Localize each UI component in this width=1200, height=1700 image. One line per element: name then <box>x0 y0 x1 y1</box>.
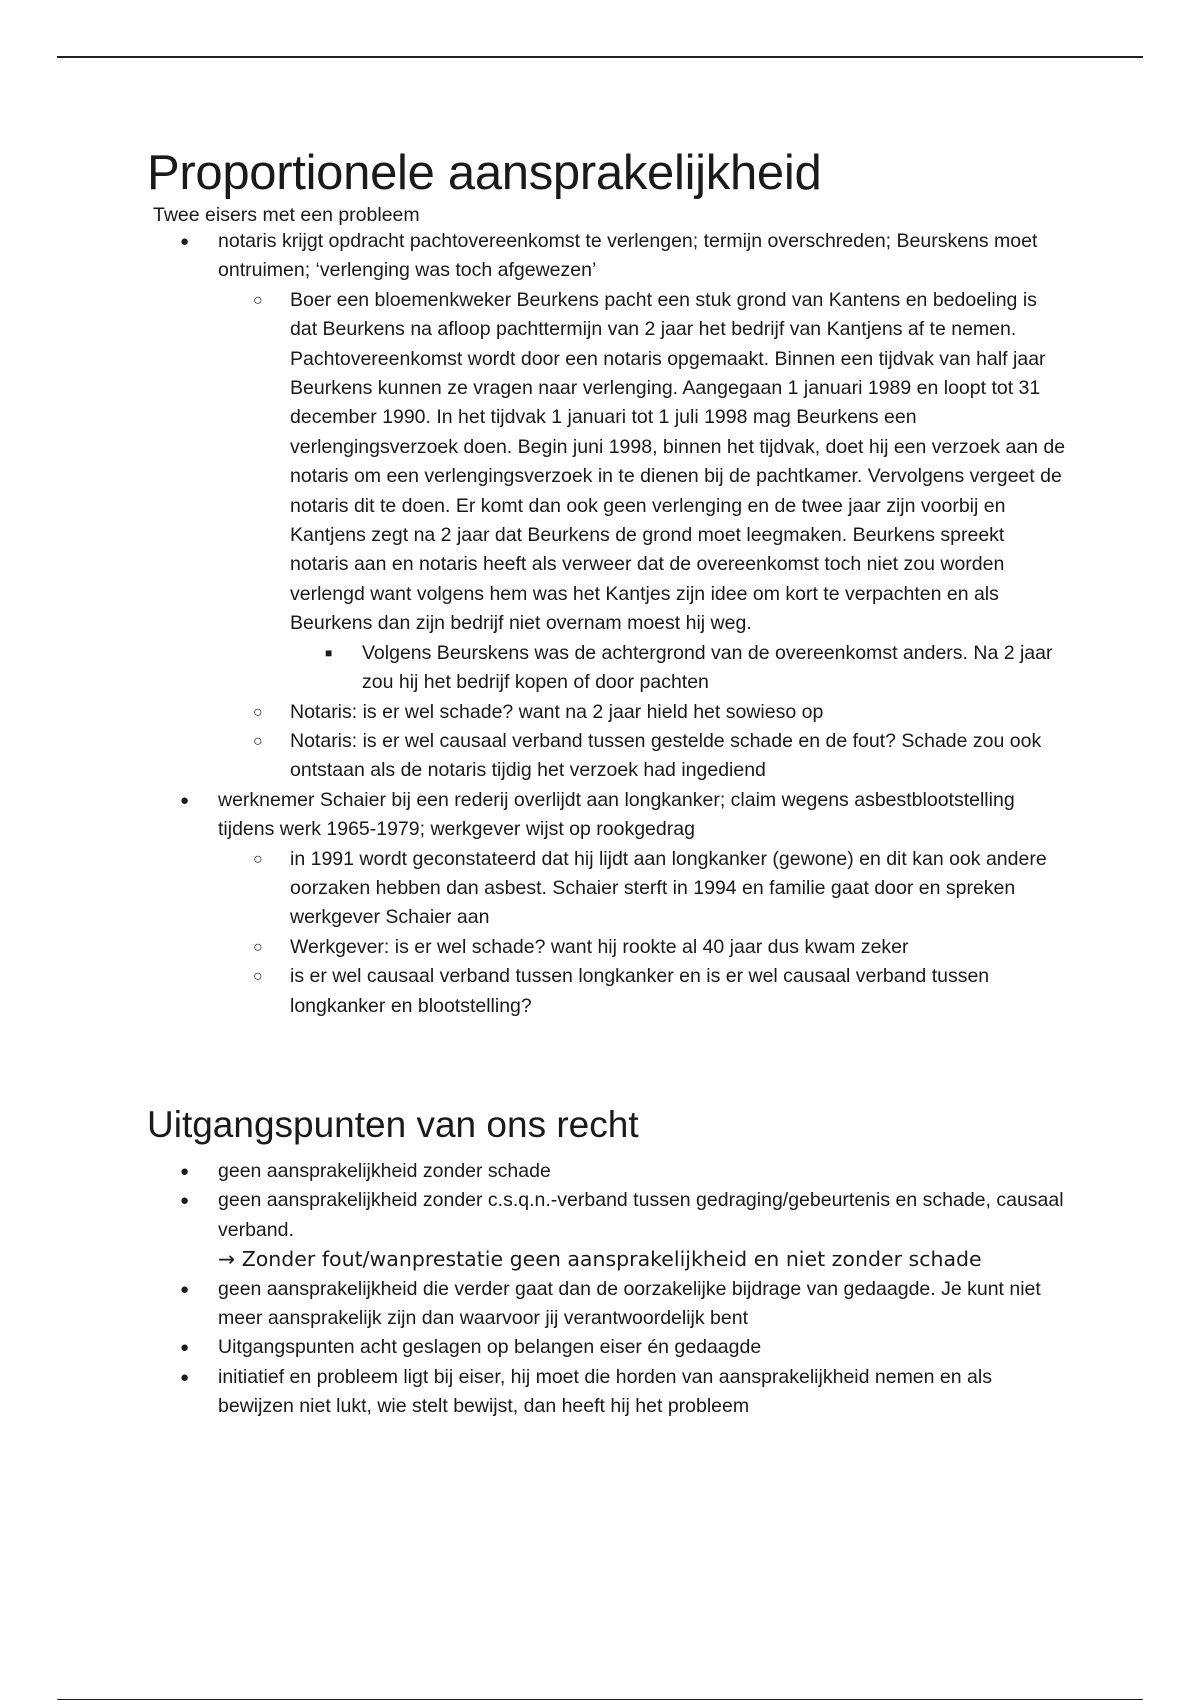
sub-list <box>218 286 1067 786</box>
bullet-square-icon: ■ <box>325 645 333 660</box>
list-item-text: geen aansprakelijkheid zonder schade <box>218 1159 551 1182</box>
section1-title: Proportionele aansprakelijkheid <box>147 146 822 200</box>
bullet-circle-icon: ○ <box>253 938 263 956</box>
list-item <box>147 227 1067 786</box>
bullet-circle-icon: ○ <box>253 968 263 986</box>
list-item <box>147 1275 1067 1334</box>
document-body <box>147 143 1067 1422</box>
list-item-text: notaris krijgt opdracht pachtovereenkomst te verlengen; termijn overschreden; Beurskens moet ontruimen; ‘verlenging was toch afgewezen’ <box>218 230 1038 282</box>
bullet-circle-icon: ○ <box>253 703 263 721</box>
list-item-text: Notaris: is er wel schade? want na 2 jaar hield het sowieso op <box>290 700 824 723</box>
list-item <box>218 962 1067 1021</box>
list-item-text: geen aansprakelijkheid die verder gaat dan de oorzakelijke bijdrage van gedaagde. Je kunt niet meer aansprakelijk zijn dan waarvoor jij verantwoordelijk bent <box>218 1277 1041 1329</box>
list-item <box>147 786 1067 1021</box>
bullet-disc-icon: ● <box>180 1368 190 1386</box>
list-item-text: Werkgever: is er wel schade? want hij rookte al 40 jaar dus kwam zeker <box>290 935 909 958</box>
list-item-text: Uitgangspunten acht geslagen op belangen eiser én gedaagde <box>218 1336 762 1359</box>
arrow-note: → Zonder fout/wanprestatie geen aansprakelijkheid en niet zonder schade <box>218 1247 982 1272</box>
bullet-disc-icon: ● <box>180 1162 190 1180</box>
list-item-text: geen aansprakelijkheid zonder c.s.q.n.-verband tussen gedraging/gebeurtenis en schade, causaal verband. <box>218 1189 1064 1241</box>
list-item-text: in 1991 wordt geconstateerd dat hij lijdt aan longkanker (gewone) en dit kan ook andere oorzaken hebben dan asbest. Schaier sterft in 1994 en familie gaat door en spreken werkgever Schaier aan <box>290 847 1047 929</box>
bullet-disc-icon: ● <box>180 791 190 809</box>
bullet-circle-icon: ○ <box>253 291 263 309</box>
list-item-text: werknemer Schaier bij een rederij overlijdt aan longkanker; claim wegens asbestblootstelling tijdens werk 1965-1979; werkgever wijst op rookgedrag <box>218 788 1015 841</box>
section2-title: Uitgangspunten van ons recht <box>147 1103 639 1145</box>
bullet-circle-icon: ○ <box>253 850 263 868</box>
list-item <box>218 845 1067 933</box>
sub-list <box>218 845 1067 1021</box>
list-item <box>218 727 1067 786</box>
list-item <box>218 933 1067 962</box>
list-item <box>147 1157 1067 1186</box>
section1-list <box>147 227 1067 1021</box>
list-item <box>218 698 1067 727</box>
bullet-circle-icon: ○ <box>253 732 263 750</box>
list-item <box>147 1333 1067 1362</box>
top-rule <box>57 56 1143 58</box>
list-item-text: Notaris: is er wel causaal verband tussen gestelde schade en de fout? Schade zou ook ontstaan als de notaris tijdig het verzoek had ingediend <box>290 729 1042 782</box>
list-item <box>147 1186 1067 1274</box>
sub-sub-list <box>290 639 1067 698</box>
list-item <box>290 639 1067 698</box>
list-item-text: initiatief en probleem ligt bij eiser, hij moet die horden van aansprakelijkheid nemen en als bewijzen niet lukt, wie stelt bewijst, dan heeft hij het probleem <box>218 1365 992 1418</box>
list-item-text: is er wel causaal verband tussen longkanker en is er wel causaal verband tussen longkanker en blootstelling? <box>290 965 990 1017</box>
bullet-disc-icon: ● <box>180 1192 190 1210</box>
list-item <box>218 286 1067 698</box>
list-item-text: Volgens Beurskens was de achtergrond van de overeenkomst anders. Na 2 jaar zou hij het bedrijf kopen of door pachten <box>362 641 1053 694</box>
section1-subtitle: Twee eisers met een probleem <box>153 204 420 226</box>
bullet-disc-icon: ● <box>180 1280 190 1298</box>
list-item-text: Boer een bloemenkweker Beurkens pacht een stuk grond van Kantens en bedoeling is dat Beurkens na afloop pachttermijn van 2 jaar het bedrijf van Kantjens af te nemen. Pachtovereenkomst wordt door een notaris opgemaakt. Binnen een tijdvak van half jaar Beurkens kunnen ze vragen naar verlenging. Aangegaan 1 januari 1989 en loopt tot 31 december 1990. In het tijdvak 1 januari tot 1 juli 1998 mag Beurkens een verlengingsverzoek doen. Begin juni 1998, binnen het tijdvak, doet hij een verzoek aan de notaris om een verlengingsverzoek in te dienen bij de pachtkamer. Vervolgens vergeet de notaris dit te doen. Er komt dan ook geen verlenging en de twee jaar zijn voorbij en Kantjens zegt na 2 jaar dat Beurkens de grond moet leegmaken. Beurkens spreekt notaris aan en notaris heeft als verweer dat de overeenkomst toch niet zou worden verlengd want volgens hem was het Kantjes zijn idee om kort te verpachten en als Beurkens dan zijn bedrijf niet overnam moest hij weg. <box>290 288 1066 635</box>
bullet-disc-icon: ● <box>180 1339 190 1357</box>
section2-list <box>147 1157 1067 1422</box>
bullet-disc-icon: ● <box>180 233 190 250</box>
list-item <box>147 1363 1067 1422</box>
